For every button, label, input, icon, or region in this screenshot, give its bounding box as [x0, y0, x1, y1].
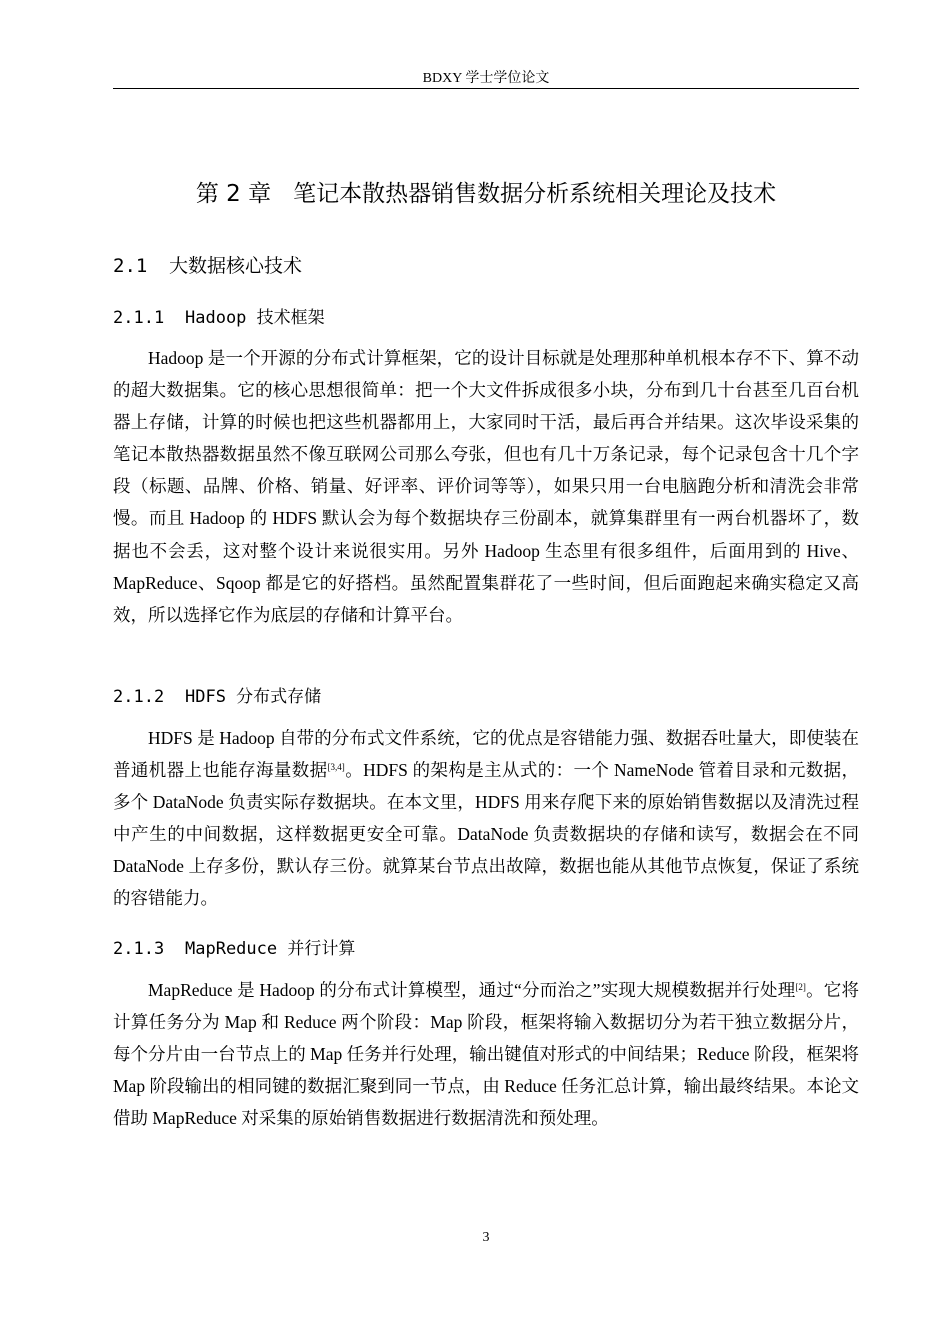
section-number: 2.1 [113, 255, 148, 277]
citation-reference: [2] [795, 982, 806, 992]
running-header: BDXY 学士学位论文 [422, 71, 550, 86]
paragraph-text: 。HDFS 的架构是主从式的：一个 NameNode 管着目录和元数据，多个 DataNode 负责实际存数据块。在本文里，HDFS 用来存爬下来的原始销售数据以及清洗过程中产生的中间数据，这样数据更安全可靠。DataNode 负责数据块的存储和读写，数据会在不同 DataNode 上存多份，默认存三份。就算某台节点出故障，数据也能从其他节点恢复，保证了系统的容错能力。 [113, 760, 859, 909]
subsection-number: 2.1.3 [113, 939, 165, 959]
subsection-number: 2.1.1 [113, 308, 165, 328]
chapter-number: 第 2 章 [195, 181, 272, 207]
paragraph-mapreduce [113, 974, 859, 1134]
citation-reference: [3,4] [327, 762, 345, 773]
subsection-heading-2-1-3 [113, 936, 355, 962]
subsection-heading-2-1-1 [113, 305, 325, 331]
subsection-heading-2-1-2 [113, 684, 321, 710]
subsection-title: HDFS 分布式存储 [185, 687, 322, 707]
header-rule [113, 88, 859, 89]
page-number: 3 [482, 1230, 490, 1245]
paragraph-text: MapReduce 是 Hadoop 的分布式计算模型，通过“分而治之”实现大规模数据并行处理 [148, 980, 796, 1000]
subsection-title: MapReduce 并行计算 [185, 939, 356, 959]
paragraph-hdfs [113, 722, 859, 915]
chapter-title-text: 笔记本散热器销售数据分析系统相关理论及技术 [293, 181, 777, 207]
paragraph-text: 。它将计算任务分为 Map 和 Reduce 两个阶段：Map 阶段，框架将输入数据切分为若干独立数据分片，每个分片由一台节点上的 Map 任务并行处理，输出键值对形式的中间结果；Reduce 阶段，框架将 Map 阶段输出的相同键的数据汇聚到同一节点，由 Reduce 任务汇总计算，输出最终结果。本论文借助 MapReduce 对采集的原始销售数据进行数据清洗和预处理。 [113, 980, 859, 1129]
section-heading-2-1 [113, 252, 302, 280]
paragraph-hadoop: Hadoop 是一个开源的分布式计算框架，它的设计目标就是处理那种单机根本存不下、算不动的超大数据集。它的核心思想很简单：把一个大文件拆成很多小块，分布到几十台甚至几百台机器上存储，计算的时候也把这些机器都用上，大家同时干活，最后再合并结果。这次毕设采集的笔记本散热器数据虽然不像互联网公司那么夸张，但也有几十万条记录，每个记录包含十几个字段（标题、品牌、价格、销量、好评率、评价词等等），如果只用一台电脑跑分析和清洗会非常慢。而且 Hadoop 的 HDFS 默认会为每个数据块存三份副本，就算集群里有一两台机器坏了，数据也不会丢，这对整个设计来说很实用。另外 Hadoop 生态里有很多组件，后面用到的 Hive、MapReduce、Sqoop 都是它的好搭档。虽然配置集群花了一些时间，但后面跑起来确实稳定又高效，所以选择它作为底层的存储和计算平台。 [113, 348, 859, 625]
chapter-title [113, 177, 859, 211]
subsection-number: 2.1.2 [113, 687, 165, 707]
paragraph-text: HDFS 是 Hadoop 自带的分布式文件系统，它的优点是容错能力强、数据吞吐量大，即使装在普通机器上也能存海量数据 [113, 728, 859, 781]
section-title: 大数据核心技术 [169, 255, 303, 277]
subsection-title: Hadoop 技术框架 [185, 308, 325, 328]
